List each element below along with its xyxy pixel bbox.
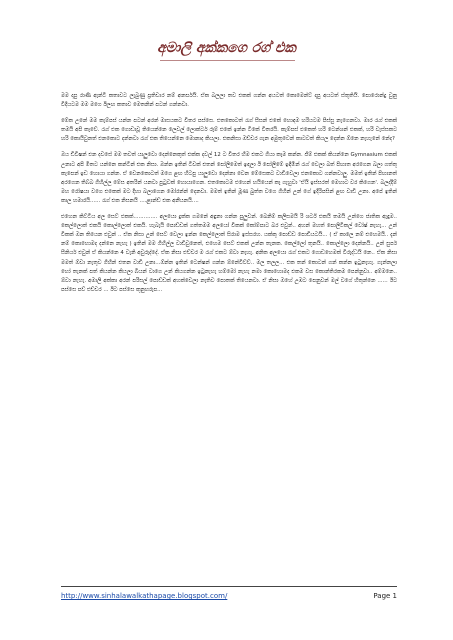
paragraph: ඔය ඩිවිෂන් එන දවසේ මම තවත් යාලුවො දෙන්නෙකුත් එක්ක දවල් 12 ට විතර හීම එකට ගියා කෑම කන්න. ජිම් එකක් කියන්නෙ Gymnasium එකක් උනාට අපි මිතට යන්නෙ කන්ටීන් එක නිසා. ඔන්න ඉතින් ටිවක් එතන් පෝලිමෙත් ඉඳලා ඊ පෝලිමේ ඉඳිමින් රැග් වෙලා බත් පිඟාත අරගෙන බලා ගත්තු කැපෙන් ඉඩ හොයා ගන්න. ඒ වෙනකොටත් මගෙ ළඟ හිටපු යාලුවො දෙන්නා වෙන මේසෙකට වාඩිවෙලා එනකොට ගන්නවාලු. මමත් ඉතින් පිඟානත් අරගෙන තිබ්බ ගිහිල්ල මේස අතරින් යනවා පුටුවක් හොයාගෙන. එතකොටම එහෙන් හයියෙන් කෑ ගැහුවා 'ඒයි ඉස්සරත් මෙහාට වර කිගෙන'. බලද්දිම් මහ රෝෂයා වගෙ එකෙක් මට දිහා බලාගෙන මෝරන්න් දෙනවා. මමත් ඉතින් මූණ බුත්ත වගෙ ගිහින් උන් ගේ ඉදිරිපසින් ළඟ වාඩි උනා. අපේ ඉතින් කාල හමාරයි...... රැග් එක නිසනයි ....ළාන්ඩ් එක අනීයනයි.... — [61, 152, 397, 204]
page-number: Page 1 — [373, 592, 397, 600]
footer-url-link[interactable]: http://www.sinhalawalkathapage.blogspot.com/ — [61, 592, 228, 600]
footer-divider — [61, 586, 397, 587]
document-body — [61, 92, 397, 302]
paragraph: එහෙන කිට්ටිය අල සෙට් එකක්.............. අලයො දුක්ක ගමනේ අඳුනා ගන්න පුලුවන්. බෙනිම් කලිසමයි රි ශර්ට් එකයි තමයි උන්ගෙ ජාතික ඇඳුම.. කෙල්ලොත් එකයි කොල්ලොත් එකයි. හැබැයි පොඩ්ඩක් ගත්තමම අලයෝ විකක් කෝම්පාට බර එවුන්.. අහන් මහත් පොලිටිකල් වෝෂ් නැහැ... උන් විකක් ඔන තියෙන එවුන් .. ඒක නිසා උන් සෙට් වෙලා ඉන්න කෙල්ලොත් සිරාම ඉස්සරහ. යක්කු පොඩ්ඩ පොඩියටයි... ( ඒ කාලෙ නම් එහෙමයි.. දැන් නම් කොහොමද දන්නෙ නැහැ ) ඉතින් මම ගිහිල්ල වාඩිවුනෙත්, එහෙම සෙට් එකක් උන්න තැනක. කෙල්ලෝ තුනයි.. කොල්ලො දෙන්නයි.. උන් සුපර් සීනියර් එවුන් ඒ කියන්නෙ 4 වැනි අවුරුද්දේ. ඒක නිසා එච්චර ම රැග් එකට ඕවා නැහැ. අනික අලයො රැග් එකට ගොඩහෙමක් විරුද්ධයි නෙ.. ඒක නිසා මමත් ඕවා නැතුව ගිහින් එතන වාඩි උනා...ඕන්න ඉතින් ටෙන්ෂන් ගන්න ඕනේවිව්ව්.. මල තලල... එක තන් කොටන් ගන් කන්න ඉටුනැහැ. ගැන්නලා හෝ තැනක් පත් කියන්න කියලා බියන් වාගෙ උන් කියගන්න ඉටුනැහැ හම්මෝ නැහැ නමා කොහොමද එකම වස කොන්තිරකම පෙන්නුවා.. අම්මනෙ.. ඕවා නැහැ. අමාලි අක්කා අරන් පරිසල් පොඩ්ඩක් අහක්වෙලා නැතිව පොතක් තියෙනවා. ඒ නිසා ඔහේ උඹට පෙනුවන් මල් වගේ හිතුන්නෙ ...... ඊට පස්සෙ පව් එච්චර ... ඊට පස්සෙ කුනුහරුප... — [61, 214, 397, 293]
title-divider — [160, 60, 295, 61]
paragraph: මේක උනේ මම කැම්පස් යන්න පටන් අරන් මාසයකට විතර පස්සෙ. එතකොටත් රැග් සීසන් එකේ හොඳම හරියටම පිස්සු නැගෙනවා. මාර රැග් එකක් තමයි අපි කෑවේ. රැග් එක ගොඩාවූ තියෙන්නෙ ලෙවල් ලොක්ටර් රූම් එකේ ඉන්න ටිකේ විතරයි. කැම්පස් එකෙත් හරි ටෙන්ශන් එකක්, හරි වැස්සකට හරි කොයිවුනත් එනකොට දන්නවා රැග් එක තියෙන්නෙ මොනාද කියලා. එකනිසා ඔච්චර ගැන අමුතුවෙන් කාටවත් කියල දෙන්න ඕනෙ නැහැනේ නේද? — [61, 118, 397, 143]
page-title: අමාලි අක්කගෙ රග් එක — [157, 40, 296, 56]
paragraph: මම දාපු රාණි ඇන්ටි කතාවට ලැබුණු ප්‍රතිචාර නම් අනර්ඝයි. ඒක බලලා තව එකක් ගන්න අයටත් කොමෙන්ට් දාපු අයටත් ස්තූතියි. පොරොන්දු වුනු විදියටම මම මගෙ ඊලඟ කතාව මෙතනින් පටන් ගන්නවා. — [61, 93, 397, 109]
